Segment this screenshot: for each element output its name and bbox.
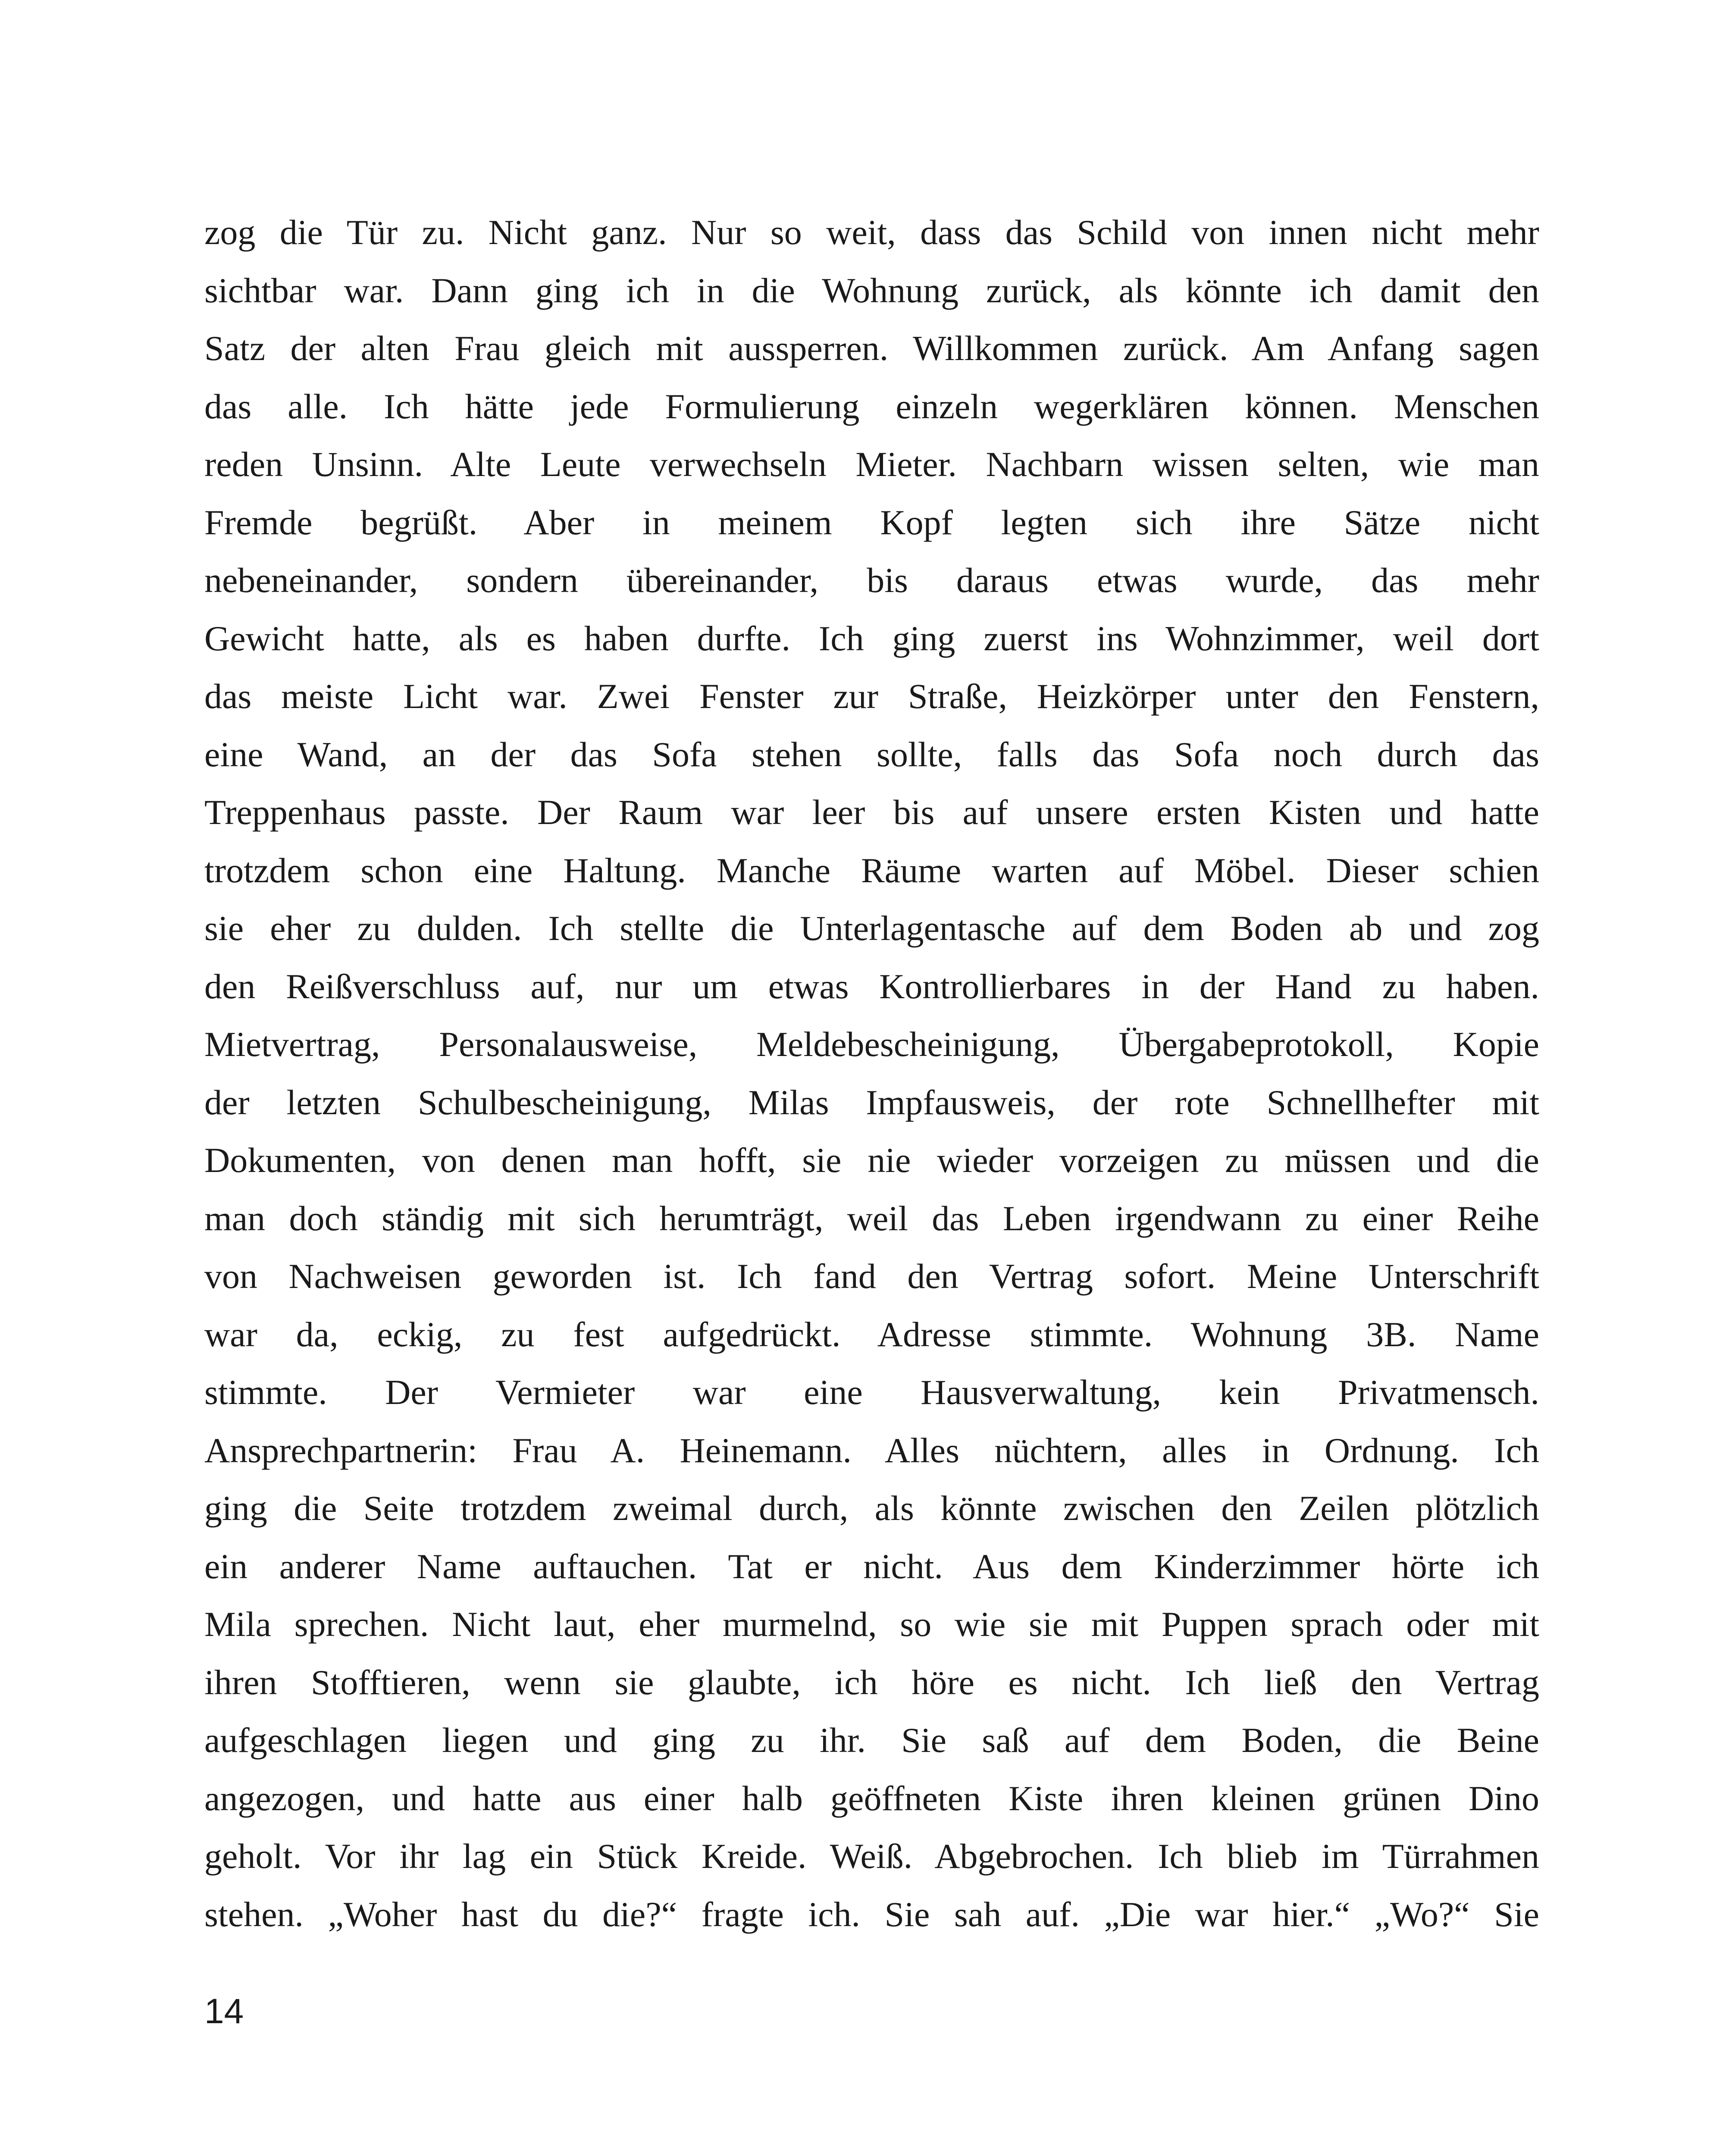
- text-line: angezogen, und hatte aus einer halb geöffneten Kiste ihren kleinen grünen Dino: [204, 1778, 1539, 1818]
- text-line: das meiste Licht war. Zwei Fenster zur Straße, Heizkörper unter den Fenstern,: [204, 677, 1539, 716]
- page-number: 14: [204, 1992, 244, 2031]
- body-text: [204, 204, 1539, 1943]
- text-line: von Nachweisen geworden ist. Ich fand den Vertrag sofort. Meine Unterschrift: [204, 1257, 1539, 1296]
- text-line: Mietvertrag, Personalausweise, Meldebescheinigung, Übergabeprotokoll, Kopie: [204, 1025, 1539, 1064]
- text-line: nebeneinander, sondern übereinander, bis daraus etwas wurde, das mehr: [204, 561, 1539, 600]
- text-line: trotzdem schon eine Haltung. Manche Räume warten auf Möbel. Dieser schien: [204, 850, 1539, 890]
- text-line: eine Wand, an der das Sofa stehen sollte, falls das Sofa noch durch das: [204, 734, 1539, 774]
- text-line: Fremde begrüßt. Aber in meinem Kopf legten sich ihre Sätze nicht: [204, 502, 1539, 542]
- text-line: sichtbar war. Dann ging ich in die Wohnung zurück, als könnte ich damit den: [204, 270, 1539, 310]
- text-line: Satz der alten Frau gleich mit aussperren. Willkommen zurück. Am Anfang sagen: [204, 329, 1539, 368]
- text-line: geholt. Vor ihr lag ein Stück Kreide. Weiß. Abgebrochen. Ich blieb im Türrahmen: [204, 1836, 1539, 1876]
- text-line: das alle. Ich hätte jede Formulierung einzeln wegerklären können. Menschen: [204, 386, 1539, 426]
- text-line: Treppenhaus passte. Der Raum war leer bis auf unsere ersten Kisten und hatte: [204, 793, 1539, 832]
- text-line: Mila sprechen. Nicht laut, eher murmelnd, so wie sie mit Puppen sprach oder mit: [204, 1604, 1539, 1644]
- text-line: den Reißverschluss auf, nur um etwas Kontrollierbares in der Hand zu haben.: [204, 966, 1539, 1006]
- text-line: stehen. „Woher hast du die?“ fragte ich. Sie sah auf. „Die war hier.“ „Wo?“ Sie: [204, 1894, 1539, 1934]
- text-line: ging die Seite trotzdem zweimal durch, als könnte zwischen den Zeilen plötzlich: [204, 1489, 1539, 1528]
- text-line: Dokumenten, von denen man hofft, sie nie wieder vorzeigen zu müssen und die: [204, 1141, 1539, 1180]
- text-line: man doch ständig mit sich herumträgt, weil das Leben irgendwann zu einer Reihe: [204, 1198, 1539, 1238]
- text-line: war da, eckig, zu fest aufgedrückt. Adresse stimmte. Wohnung 3B. Name: [204, 1314, 1539, 1354]
- text-line: sie eher zu dulden. Ich stellte die Unterlagentasche auf dem Boden ab und zog: [204, 909, 1539, 948]
- text-line: Ansprechpartnerin: Frau A. Heinemann. Alles nüchtern, alles in Ordnung. Ich: [204, 1430, 1539, 1470]
- text-line: reden Unsinn. Alte Leute verwechseln Mieter. Nachbarn wissen selten, wie man: [204, 445, 1539, 484]
- text-line: ein anderer Name auftauchen. Tat er nicht. Aus dem Kinderzimmer hörte ich: [204, 1546, 1539, 1586]
- text-line: ihren Stofftieren, wenn sie glaubte, ich höre es nicht. Ich ließ den Vertrag: [204, 1662, 1539, 1702]
- text-line: stimmte. Der Vermieter war eine Hausverwaltung, kein Privatmensch.: [204, 1373, 1539, 1412]
- text-line: Gewicht hatte, als es haben durfte. Ich ging zuerst ins Wohnzimmer, weil dort: [204, 618, 1539, 658]
- text-line: zog die Tür zu. Nicht ganz. Nur so weit, dass das Schild von innen nicht mehr: [204, 213, 1539, 252]
- text-line: aufgeschlagen liegen und ging zu ihr. Sie saß auf dem Boden, die Beine: [204, 1720, 1539, 1760]
- text-line: der letzten Schulbescheinigung, Milas Impfausweis, der rote Schnellhefter mit: [204, 1082, 1539, 1122]
